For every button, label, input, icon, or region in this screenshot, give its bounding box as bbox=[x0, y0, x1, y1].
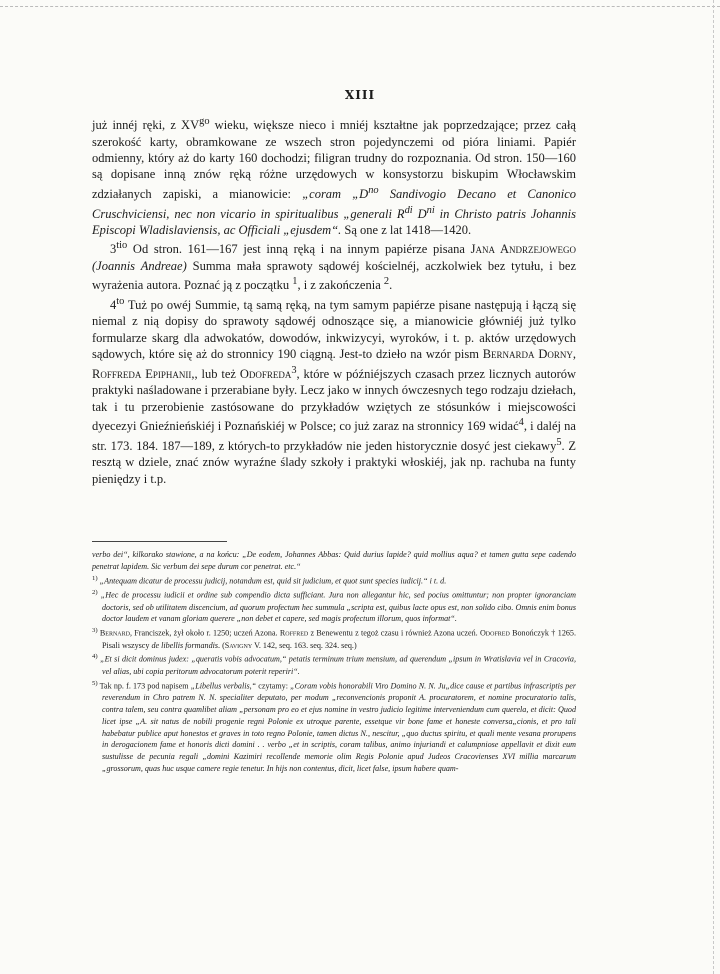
footnote-5 bbox=[92, 678, 576, 775]
text-run: wieku, większe nieco i mniéj kształtne jak poprzedzające; przez całą szerokość karty, obramkowane ze wszech stron pojedynczemi od pióra liniami. Papiér odmienny, który aż do karty 160 dochodzi; filigran trudny do rozpoznania. Od stron. 150—160 są dopisane inną znów ręką różne urzędowych w konsystorzu biskupim Włocławskim zdziałanych zapiski, a mianowicie: bbox=[92, 118, 576, 201]
work-title: de libellis formandis bbox=[151, 640, 219, 650]
text-run: Są one z lat 1418—1420. bbox=[341, 222, 472, 237]
footnote-continuation bbox=[92, 549, 576, 573]
text-run: . bbox=[389, 278, 393, 293]
text-run: , i z zakończenia bbox=[297, 278, 384, 293]
footnote-ref: 1 bbox=[292, 276, 298, 288]
superscript: go bbox=[199, 116, 210, 127]
paragraph-2 bbox=[92, 238, 576, 294]
quote-run: D bbox=[412, 206, 427, 221]
footnote-2 bbox=[92, 587, 576, 625]
footnote-text: „Et si dicit dominus judex: „queratis vobis advocatum,“ petatis terminum trium mensium, ad querendum „ipsum in Wratislavia vel in Cracovia, vel alias, ubi copia peritorum advocatorum poterit reperiri“. bbox=[100, 655, 576, 676]
superscript: to bbox=[116, 295, 125, 307]
page-number: XIII bbox=[344, 88, 376, 102]
footnote-1 bbox=[92, 573, 576, 587]
author-name: Odofred bbox=[479, 628, 510, 638]
superscript: di bbox=[404, 204, 413, 216]
quote-run: „coram „D bbox=[302, 186, 369, 201]
footnote-ref: 2 bbox=[383, 276, 390, 288]
footnote-ref: 5 bbox=[556, 436, 562, 448]
footnote-ref: 3 bbox=[291, 364, 297, 376]
author-name: Bernarda Dorny bbox=[482, 347, 573, 362]
author-name: Roffred bbox=[279, 628, 309, 638]
latin-name: (Joannis Andreae) bbox=[92, 258, 187, 273]
text-run: , bbox=[572, 347, 576, 362]
footnote-text: czytamy: bbox=[256, 681, 291, 691]
author-name: Odofreda bbox=[239, 366, 292, 381]
footnote-mark: 5) bbox=[92, 679, 98, 687]
main-text bbox=[92, 114, 576, 487]
item-number: 4 bbox=[110, 298, 117, 312]
superscript: tio bbox=[116, 240, 128, 252]
text-run: już innéj ręki, z XV bbox=[92, 118, 200, 133]
footnote-text: , Franciszek, żył około r. 1250; uczeń Azona. bbox=[129, 628, 280, 638]
author-name: Roffreda Epiphanii bbox=[92, 366, 192, 381]
scan-edge-top bbox=[0, 6, 720, 7]
work-title: „Libellus verbalis,“ bbox=[190, 681, 257, 691]
footnotes bbox=[92, 549, 576, 775]
quote-run: Sandivogio Decano et Canonico Cruschviciensi, nec non vicario in spiritualibus „generali R bbox=[92, 186, 576, 221]
text-run: , które w późniéjszych czasach przez licznych autorów praktyki naśladowane i przerabiane były. Lecz jako w innych ówczesnych tego rodzaju dziełach, tak i tu przerobienie zastósowane do przykładów wziętych ze stósunków i miejscowości dyecezyi Gnieźnieńskiéj i Poznańskiéj w Polsce; co już zaraz na stronnicy 169 widać bbox=[92, 366, 577, 434]
footnote-text: . ( bbox=[218, 640, 225, 650]
scan-edge-right bbox=[713, 0, 714, 974]
footnote-4 bbox=[92, 651, 576, 677]
author-name: Bernard bbox=[99, 628, 130, 638]
paragraph-3 bbox=[92, 294, 576, 487]
quote-run: in Christo patris Johannis Episcopi Wladislaviensis, ac Officiali „ejusdem“. bbox=[92, 206, 576, 237]
paragraph-1 bbox=[92, 114, 576, 238]
footnote-3 bbox=[92, 625, 576, 651]
superscript: ni bbox=[426, 204, 435, 216]
footnote-text: Tak np. f. 173 pod napisem bbox=[99, 681, 191, 691]
footnote-text: z Benewentu z tegoż czasu i również Azona uczeń. bbox=[308, 628, 480, 638]
text-run: . Z resztą w dziele, znać znów wyraźne ślady szkoły i praktyki włoskiéj, jak np. rachuba na funty pieniędzy i t.p. bbox=[92, 438, 576, 486]
footnote-mark: 2) bbox=[92, 589, 98, 597]
text-run: Tuż po owéj Summie, tą samą ręką, na tym samym papiérze pisane następują i łączą się niemal z nią dopisy do sprawoty sądowéj odnoszące się, a mianowicie główniéj już tylko formularze skarg dla adwokatów, dowodów, inkwizycyi, wyroków, i t. p. aktów urzędowych sądowych, które się aż do stronnicy 190 ciągną. Jest-to dzieło na wzór pism bbox=[92, 298, 576, 362]
text-run: , i daléj na str. 173. 184. 187—189, z których-to przykładów nie jeden historycznie dosyć jest ciekawy bbox=[92, 419, 576, 453]
footnote-divider bbox=[92, 541, 227, 542]
footnote-text: V. 142, seq. 163. seq. 324. seq.) bbox=[252, 640, 357, 650]
author-name: Jana Andrzejowego bbox=[470, 242, 576, 257]
footnote-text: verbo dei“, kilkorako stawione, a na końcu: „De eodem, Johannes Abbas: Quid durius lapide? quid mollius aqua? et tamen gutta sepe cadendo penetrat lapidem. Sic verbum dei sepe durum cor penetrat. etc.“ bbox=[92, 550, 576, 571]
item-number: 3 bbox=[110, 242, 117, 257]
footnote-mark: 4) bbox=[92, 653, 98, 661]
footnote-text: „Antequam dicatur de processu judicij, notandum est, quid sit judicium, et quot sunt species iudicij.“ i t. d. bbox=[99, 576, 447, 586]
footnote-ref: 4 bbox=[518, 417, 524, 428]
footnote-text: „Hec de processu iudicii et ordine sub compendio dicta sufficiant. Jura non allegantur hic, sed pocius omittuntur; non propter ignoranciam doctoris, sed ob utilitatem discencium, ad quorum profectum hec summula „scripta est, quibus lacte opus est, non solido cibo. Omnis enim bonus doctor laudem et vanam gloriam querere „non debet et capere, sed magis profectum illorum, quos informat“. bbox=[100, 590, 576, 624]
footnote-text: Bonończyk † 1265. Pisali wszyscy bbox=[102, 628, 576, 650]
footnote-mark: 3) bbox=[92, 627, 98, 635]
text-run: Summa mała sprawoty sądowéj kościelnéj, aczkolwiek bez tytułu, i bez wyrażenia autora. Poznać ją z początku bbox=[92, 258, 576, 293]
author-name: Savigny bbox=[224, 640, 253, 650]
superscript: no bbox=[368, 184, 379, 196]
text-run: ,, lub też bbox=[191, 366, 240, 381]
footnote-mark: 1) bbox=[92, 574, 98, 582]
footnote-text: „Coram vobis honorabili Viro Domino N. N. Ju„dice cause et partibus infrascriptis per reverendum in Chro patrem N. N. specialiter deputato, per modum „reconvencionis proponit A. procuratorem, et nomine procuratorio talis, contra talem, seu contra quamlibet aliam „personam pro eo et ejus nomine in vestro judicio legitime interveniendum cum querela, et dicit: Quod licet ipse „A. sit natus de nobili progenie regni Polonie ex utroque parente, essetque vir bone fame et honeste conversa„cionis, et pro tali habebatur publice aput honestos et graves in toto regno Polonie, tamen dictus N., nescitur, „quo ductus spiritu, et quali mente vesana prorupens in derogacionem fame et honoris dicti domini . . verbo „et in scriptis, coram talibus, animo injuriandi et calumpniose appellavit et dixit eum sustulisse de pecunia regali „domini Kazimiri recollende memorie olim Regis Polonie apud Judeos Cracovienses XVI millia marcarum „grossorum, quas huc usque camere regie tenetur. In hijs non contentus, dicit, licet false, ipsum habere quam- bbox=[102, 681, 577, 773]
text-run: Od stron. 161—167 jest inną ręką i na innym papiérze pisana bbox=[127, 242, 471, 257]
